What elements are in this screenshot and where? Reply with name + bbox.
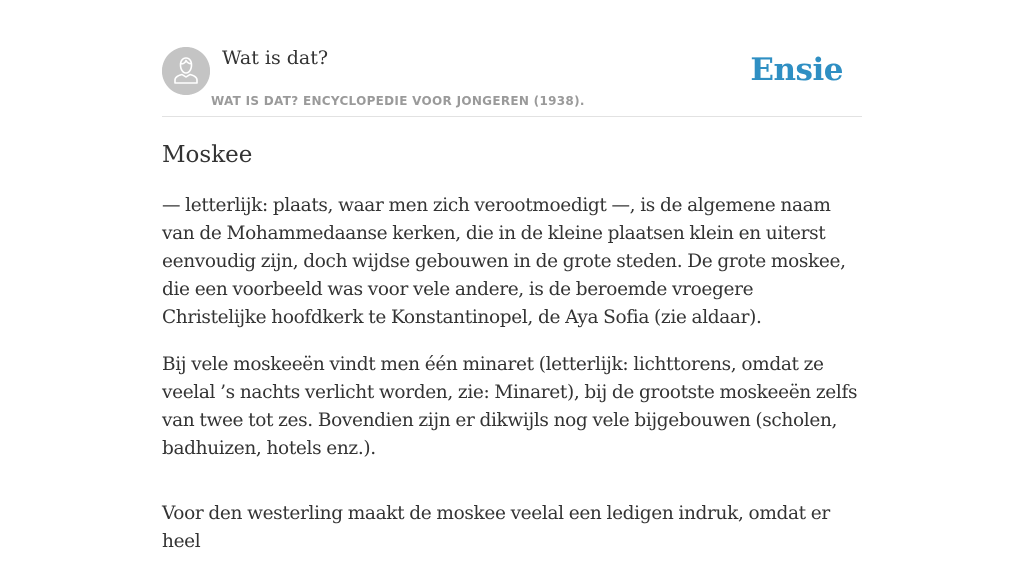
article-paragraph: — letterlijk: plaats, waar men zich verootmoedigt —, is de algemene naam van de Mohammedaanse kerken, die in de kleine plaatsen klein en uiterst eenvoudig zijn, doch wijdse gebouwen in de grote steden. De grote moskee, die een voorbeeld was voor vele andere, is de beroemde vroegere Christelijke hoofdkerk te Konstantinopel, de Aya Sofia (zie aldaar). [162,195,846,328]
article-paragraph: Bij vele moskeeën vindt men één minaret (letterlijk: lichttorens, omdat ze veelal ’s nachts verlicht worden, zie: Minaret), bij de grootste moskeeën zelfs van twee tot zes. Bovendien zijn er dikwijls nog vele bijgebouwen (scholen, badhuizen, hotels enz.). [162,354,858,459]
source-title[interactable]: Wat is dat? [222,47,329,69]
article-title: Moskee [162,142,253,168]
article-body [162,192,862,575]
ensie-logo[interactable]: Ensie [750,52,843,88]
article-paragraph: Voor den westerling maakt de moskee veelal een ledigen indruk, omdat er heel [162,503,830,552]
source-subtitle: WAT IS DAT? ENCYCLOPEDIE VOOR JONGEREN (1938). [211,94,585,108]
user-avatar-icon[interactable] [162,47,210,95]
source-header [162,0,862,117]
page-container [162,0,862,552]
